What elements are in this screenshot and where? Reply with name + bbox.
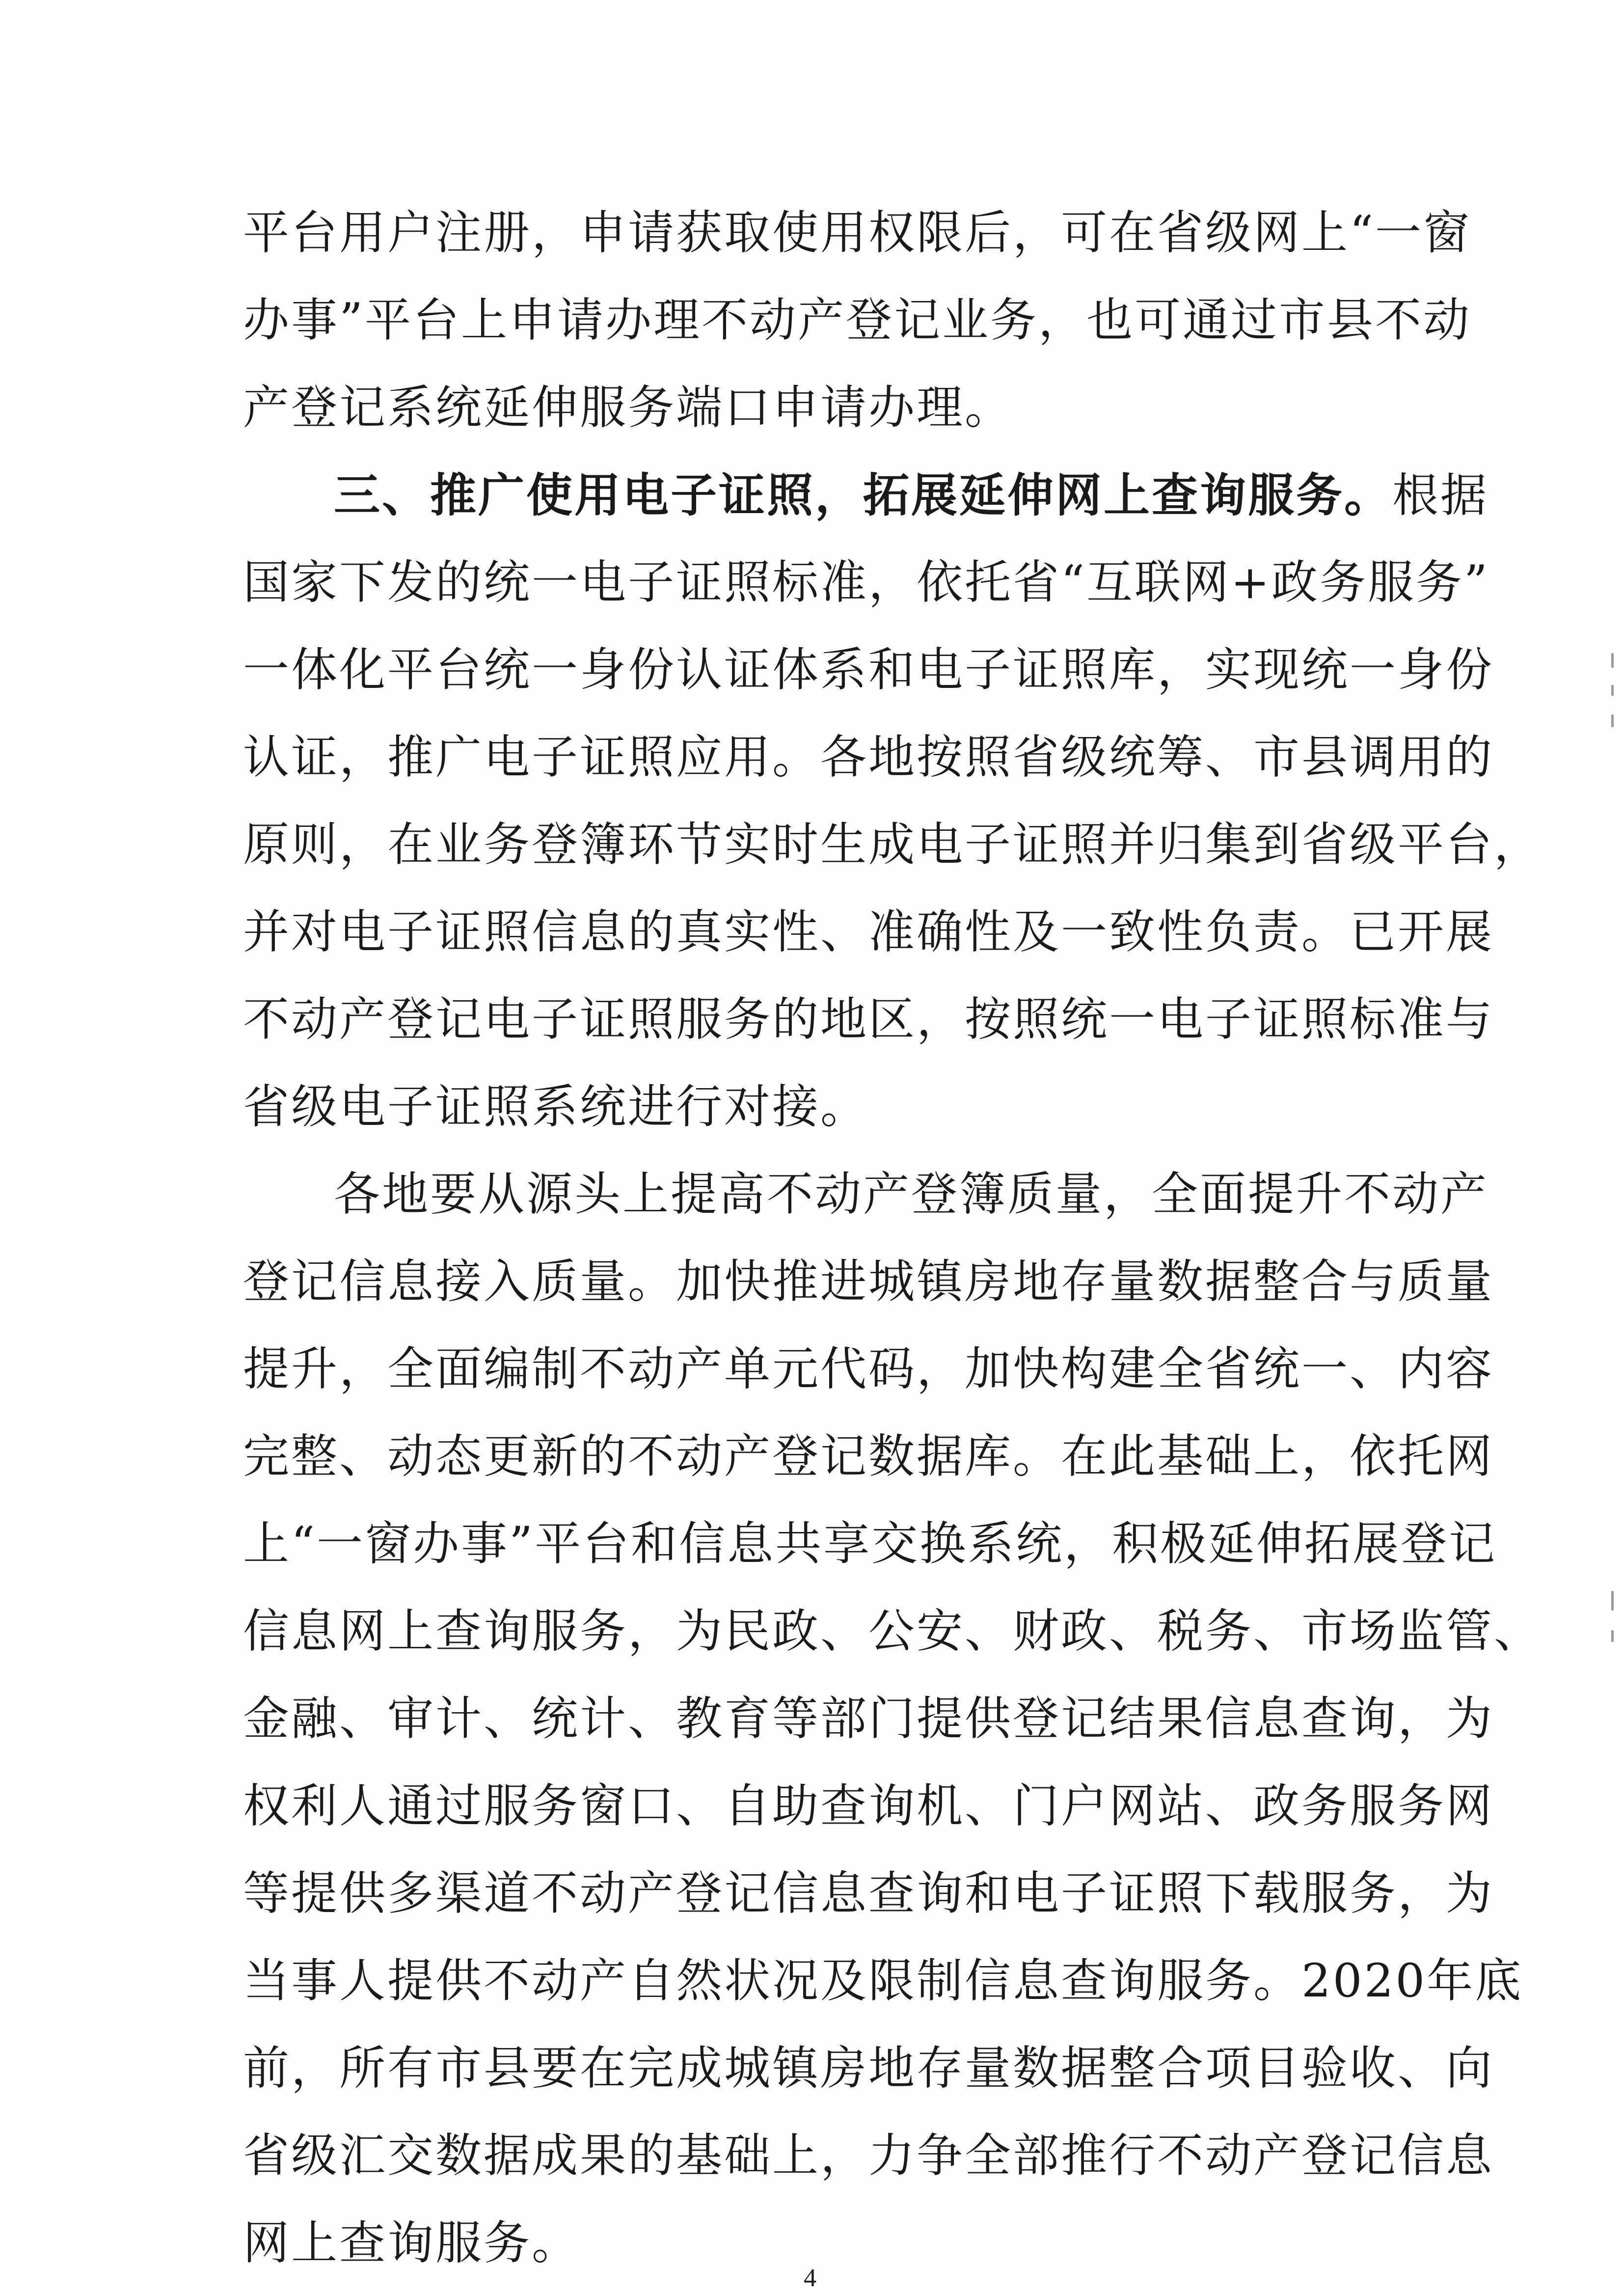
text-line: 认证，推广电子证照应用。各地按照省级统筹、市县调用的	[243, 731, 1494, 784]
text-line: 信息网上查询服务，为民政、公安、财政、税务、市场监管、	[243, 1605, 1542, 1658]
text-line: 前，所有市县要在完成城镇房地存量数据整合项目验收、向	[243, 2042, 1494, 2095]
text-line: 当事人提供不动产自然状况及限制信息查询服务。2020年底	[243, 1954, 1523, 2008]
text-line: 原则，在业务登簿环节实时生成电子证照并归集到省级平台，	[243, 818, 1542, 872]
scan-mark	[1611, 685, 1614, 696]
text-line: 金融、审计、统计、教育等部门提供登记结果信息查询，为	[243, 1692, 1494, 1746]
section-three-rest: 根据	[1392, 469, 1489, 522]
text-line: 上“一窗办事”平台和信息共享交换系统，积极延伸拓展登记	[243, 1517, 1497, 1571]
text-line: 不动产登记电子证照服务的地区，按照统一电子证照标准与	[243, 993, 1494, 1046]
text-line: 网上查询服务。	[243, 2216, 580, 2270]
section-three-first-line	[334, 461, 1489, 530]
text-line: 一体化平台统一身份认证体系和电子证照库，实现统一身份	[243, 643, 1494, 697]
text-line: 各地要从源头上提高不动产登簿质量，全面提升不动产	[334, 1168, 1489, 1221]
text-line: 办事”平台上申请办理不动产登记业务，也可通过市县不动	[243, 294, 1472, 347]
text-line: 并对电子证照信息的真实性、准确性及一致性负责。已开展	[243, 905, 1494, 959]
text-line: 完整、动态更新的不动产登记数据库。在此基础上，依托网	[243, 1430, 1494, 1483]
scan-mark	[1611, 714, 1614, 727]
scan-mark	[1611, 653, 1614, 668]
text-line: 省级汇交数据成果的基础上，力争全部推行不动产登记信息	[243, 2129, 1494, 2183]
text-line: 登记信息接入质量。加快推进城镇房地存量数据整合与质量	[243, 1255, 1494, 1309]
text-line: 等提供多渠道不动产登记信息查询和电子证照下载服务，为	[243, 1867, 1494, 1920]
text-line: 权利人通过服务窗口、自助查询机、门户网站、政务服务网	[243, 1779, 1494, 1833]
scan-mark	[1611, 1630, 1614, 1642]
text-line: 省级电子证照系统进行对接。	[243, 1080, 869, 1134]
text-line: 平台用户注册，申请获取使用权限后，可在省级网上“一窗	[243, 206, 1472, 260]
page-number: 4	[804, 2264, 816, 2292]
text-line: 提升，全面编制不动产单元代码，加快构建全省统一、内容	[243, 1342, 1494, 1396]
text-line: 国家下发的统一电子证照标准，依托省“互联网+政务服务”	[243, 556, 1489, 609]
text-line: 产登记系统延伸服务端口申请办理。	[243, 381, 1013, 435]
scan-mark	[1611, 1591, 1614, 1611]
section-three-heading: 三、推广使用电子证照，拓展延伸网上查询服务。	[334, 468, 1393, 522]
